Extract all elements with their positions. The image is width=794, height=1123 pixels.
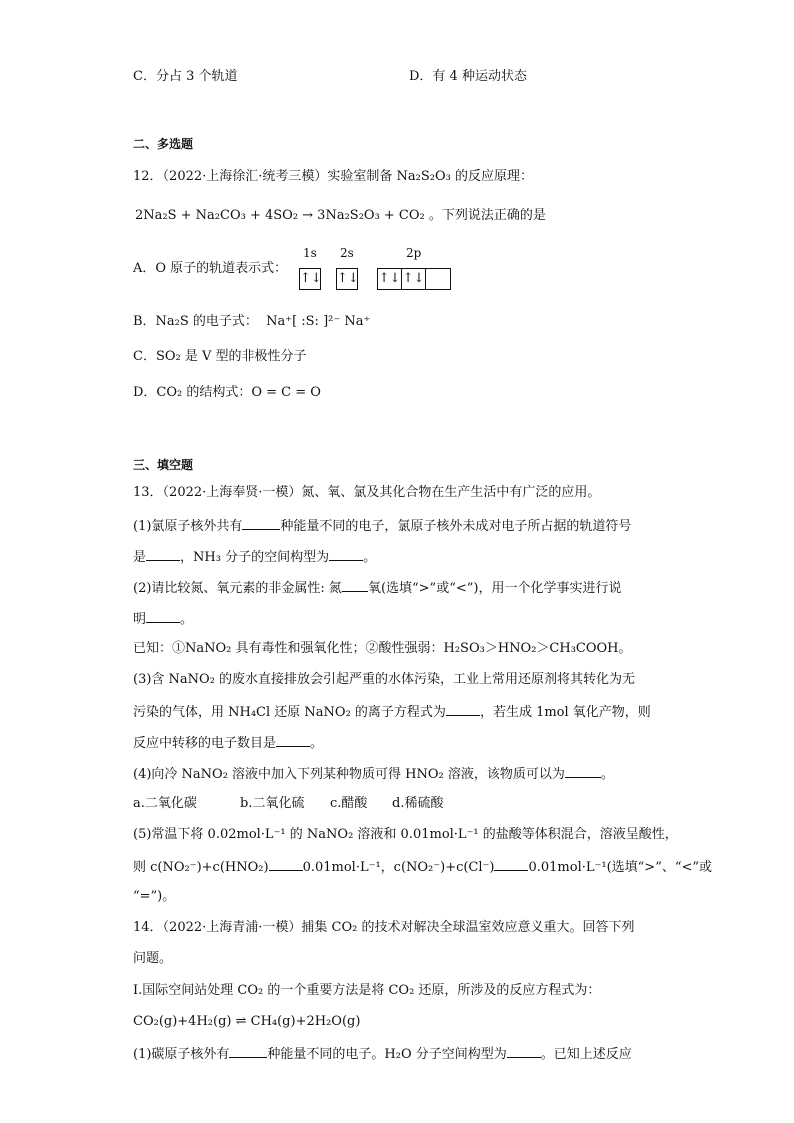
option-d: D．有 4 种运动状态 bbox=[409, 69, 527, 84]
orbital-arrows: ↑↓ bbox=[337, 271, 359, 286]
q13-part4-options bbox=[133, 795, 443, 813]
text: 氧(选填“>”或“<”)，用一个化学事实进行说 bbox=[367, 581, 622, 596]
text: 污染的气体，用 NH₄Cl 还原 NaNO₂ 的离子方程式为 bbox=[133, 705, 446, 720]
answer-blank[interactable] bbox=[342, 578, 368, 592]
electron-formula: Na⁺[ :S: ]²⁻ Na⁺ bbox=[266, 314, 371, 329]
orbital-arrows: ↑↓ bbox=[378, 269, 402, 289]
orbital-arrows bbox=[426, 269, 450, 289]
answer-blank[interactable] bbox=[329, 547, 363, 561]
answer-blank[interactable] bbox=[146, 547, 180, 561]
orbital-label-2p: 2p bbox=[406, 246, 422, 260]
q14-part-i: I.国际空间站处理 CO₂ 的一个重要方法是将 CO₂ 还原，所涉及的反应方程式为： bbox=[133, 983, 601, 998]
q14-equation: CO₂(g)+4H₂(g) ⇌ CH₄(g)+2H₂O(g) bbox=[133, 1014, 361, 1029]
text: (1)氯原子核外共有 bbox=[133, 519, 243, 534]
q13-part2-line1 bbox=[133, 578, 621, 598]
text: (1)碳原子核外有 bbox=[133, 1047, 230, 1062]
q12-option-d: D．CO₂ 的结构式：O = C = O bbox=[133, 385, 321, 400]
answer-blank[interactable] bbox=[229, 1044, 267, 1058]
q14-stem: 14．（2022·上海青浦·一模）捕集 CO₂ 的技术对解决全球温室效应意义重大。回答下列 bbox=[133, 920, 635, 935]
orbital-label-1s: 1s bbox=[303, 246, 317, 260]
choice-c: c.醋酸 bbox=[330, 796, 368, 811]
q12-stem: 12．（2022·上海徐汇·统考三模）实验室制备 Na₂S₂O₃ 的反应原理： bbox=[133, 169, 533, 184]
orbital-label-2s: 2s bbox=[340, 246, 354, 260]
text: 明 bbox=[133, 612, 147, 627]
text: 则 c(NO₂⁻)+c(HNO₂) bbox=[133, 860, 269, 875]
text: ，NH₃ 分子的空间构型为 bbox=[180, 550, 330, 565]
answer-blank[interactable] bbox=[507, 1044, 541, 1058]
q13-stem: 13．（2022·上海奉贤·一模）氮、氧、氯及其化合物在生产生活中有广泛的应用。 bbox=[133, 485, 601, 500]
text: 。 bbox=[180, 612, 194, 627]
q13-known: 已知：①NaNO₂ 具有毒性和强氧化性；②酸性强弱：H₂SO₃＞HNO₂＞CH₃COOH。 bbox=[133, 641, 632, 656]
text: 0.01mol·L⁻¹，c(NO₂⁻)+c(Cl⁻) bbox=[302, 860, 495, 875]
text: 种能量不同的电子。H₂O 分子空间构型为 bbox=[267, 1047, 507, 1062]
text: 0.01mol·L⁻¹(选填“>”、“<”或 bbox=[528, 860, 713, 875]
q12-option-c: C．SO₂ 是 V 型的非极性分子 bbox=[133, 349, 307, 364]
q13-part2-line2 bbox=[133, 609, 193, 629]
text: 反应中转移的电子数目是 bbox=[133, 736, 277, 751]
q13-part3-line3 bbox=[133, 733, 323, 753]
q13-part5-line1: (5)常温下将 0.02mol·L⁻¹ 的 NaNO₂ 溶液和 0.01mol·L⁻¹ 的盐酸等体积混合，溶液呈酸性， bbox=[133, 827, 678, 842]
q12-option-b bbox=[133, 313, 370, 331]
text: 。已知上述反应 bbox=[540, 1047, 632, 1062]
choice-a: a.二氧化碳 bbox=[133, 796, 197, 811]
text: 。 bbox=[363, 550, 377, 565]
q14-part1 bbox=[133, 1044, 632, 1064]
orbital-box-1s bbox=[299, 268, 321, 290]
q13-part5-line3: “=”)。 bbox=[133, 889, 176, 904]
option-c: C．分占 3 个轨道 bbox=[133, 69, 238, 84]
answer-blank[interactable] bbox=[494, 857, 528, 871]
section-heading-fill-blank: 三、填空题 bbox=[133, 458, 194, 472]
q14-stem2: 问题。 bbox=[133, 951, 173, 966]
choice-b: b.二氧化硫 bbox=[240, 796, 305, 811]
text: (4)向冷 NaNO₂ 溶液中加入下列某种物质可得 HNO₂ 溶液，该物质可以为 bbox=[133, 767, 565, 782]
q12-equation: 2Na₂S + Na₂CO₃ + 4SO₂ → 3Na₂S₂O₃ + CO₂ 。下列说法正确的是 bbox=[135, 208, 546, 223]
orbital-arrows: ↑↓ bbox=[402, 269, 426, 289]
text: 是 bbox=[133, 550, 147, 565]
orbital-arrows: ↑↓ bbox=[300, 271, 322, 286]
choice-d: d.稀硫酸 bbox=[392, 796, 444, 811]
q13-part4 bbox=[133, 764, 614, 784]
text: (2)请比较氮、氧元素的非金属性: 氮 bbox=[133, 581, 342, 596]
option-b-prefix: B．Na₂S 的电子式： bbox=[133, 314, 258, 329]
answer-blank[interactable] bbox=[146, 609, 180, 623]
q13-part1-line2 bbox=[133, 547, 376, 567]
text: 种能量不同的电子，氯原子核外未成对电子所占据的轨道符号 bbox=[280, 519, 632, 534]
text: 。 bbox=[310, 736, 324, 751]
q13-part3-line2 bbox=[133, 702, 651, 722]
text: 。 bbox=[600, 767, 614, 782]
orbital-box-2p bbox=[377, 268, 451, 290]
answer-blank[interactable] bbox=[565, 764, 601, 778]
answer-blank[interactable] bbox=[242, 516, 280, 530]
section-heading-multi-choice: 二、多选题 bbox=[133, 137, 194, 151]
orbital-box-2s bbox=[336, 268, 358, 290]
answer-blank[interactable] bbox=[269, 857, 303, 871]
q13-part3-line1: (3)含 NaNO₂ 的废水直接排放会引起严重的水体污染，工业上常用还原剂将其转化为无 bbox=[133, 672, 636, 687]
q13-part5-line2 bbox=[133, 857, 712, 877]
answer-blank[interactable] bbox=[446, 702, 480, 716]
answer-blank[interactable] bbox=[276, 733, 310, 747]
q12-option-a: A．O 原子的轨道表示式： bbox=[133, 261, 288, 276]
q13-part1-line1 bbox=[133, 516, 631, 536]
text: ，若生成 1mol 氧化产物，则 bbox=[479, 705, 651, 720]
